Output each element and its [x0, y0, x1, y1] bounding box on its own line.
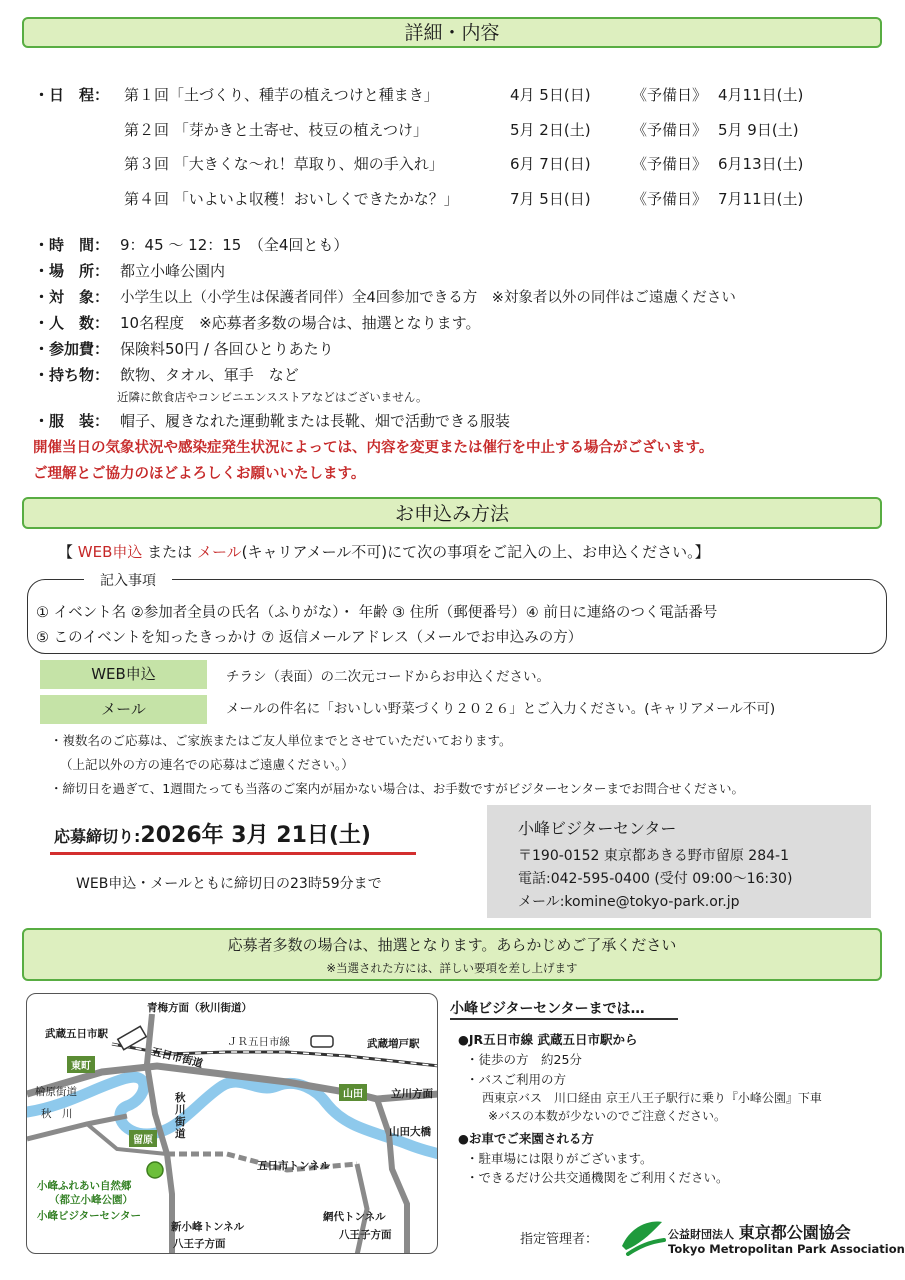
web-apply-text: チラシ（表面）の二次元コードからお申込ください。: [226, 669, 550, 685]
info-place-label: ・場 所：: [34, 262, 110, 280]
org-en: Tokyo Metropolitan Park Association: [668, 1242, 905, 1256]
access-bus-route: 西東京バス 川口経由 京王八王子駅行に乗り『小峰公園』下車: [482, 1091, 822, 1105]
train-mark: [311, 1036, 333, 1047]
info-place-value: 都立小峰公園内: [120, 262, 226, 280]
info-belongings-label: ・持ち物：: [34, 366, 110, 384]
apply-intro: [58, 541, 710, 562]
access-bus-note: ※バスの本数が少ないのでご注意ください。: [488, 1109, 727, 1123]
web-apply-label: WEB申込: [40, 660, 207, 689]
map-label-akikawa-kaido: 秋 川 街 道: [175, 1092, 186, 1140]
session-1-reserve-label: 《予備日》: [632, 86, 708, 104]
map-label-akikawa: 秋 川: [41, 1108, 73, 1120]
warning-line-1: 開催当日の気象状況や感染症発生状況によっては、内容を変更または催行を中止する場合がございます。: [33, 440, 714, 456]
info-target-value: 小学生以上（小学生は保護者同伴）全4回参加できる方 ※対象者以外の同伴はご遠慮ください: [120, 290, 736, 306]
apply-intro-web: WEB申込: [77, 543, 143, 561]
lottery-band: [22, 928, 882, 981]
map-label-yamada-bridge: 山田大橋: [389, 1126, 431, 1138]
access-car-1: ・駐車場には限りがございます。: [466, 1151, 653, 1166]
apply-intro-mid: または: [142, 543, 197, 561]
access-bus-label: ・バスご利用の方: [466, 1072, 567, 1087]
lottery-line-2: ※当選された方には、詳しい要項を差し上げます: [326, 961, 578, 975]
apply-header-title: お申込み方法: [394, 503, 509, 525]
deadline-underline: [50, 852, 416, 855]
map-tag-tomehara: 留原: [129, 1130, 157, 1147]
session-1-reserve: 4月11日(土): [718, 86, 804, 104]
info-time: [34, 234, 348, 255]
map-label-itsukaichi-kaido: 五日市街道: [150, 1045, 205, 1071]
contact-address: 〒190-0152 東京都あきる野市留原 284-1: [518, 848, 789, 864]
info-fee: [34, 338, 334, 359]
apply-note-1: ・複数名のご応募は、ご家族またはご友人単位までとさせていただいております。: [50, 733, 512, 748]
contact-email-link[interactable]: メール:komine@tokyo-park.or.jp: [518, 894, 740, 910]
info-fee-label: ・参加費：: [34, 340, 110, 358]
info-time-value: 9：45 ～ 12：15 （全4回とも）: [120, 236, 349, 254]
session-4-reserve: 7月11日(土): [718, 190, 804, 208]
session-4-title: 第４回 「いよいよ収穫！おいしくできたかな？」: [124, 190, 459, 208]
org-name: 東京都公園協会: [738, 1223, 851, 1242]
apply-note-3: ・締切日を過ぎて、1週間たっても当落のご案内が届かない場合は、お手数ですがビジターセンターまでお問合せください。: [50, 781, 744, 796]
access-train-title: ●JR五日市線 武蔵五日市駅から: [458, 1032, 638, 1047]
belongings-note: 近隣に飲食店やコンビニエンスストアなどはございません。: [117, 390, 428, 404]
deadline: [54, 818, 371, 849]
map-label-komine-tunnel: 新小峰トンネル: [171, 1221, 245, 1233]
map-label-nature-2: （都立小峰公園）: [49, 1194, 133, 1206]
map-label-hinohara: 檜原街道: [35, 1086, 77, 1098]
map-label-masuko-station: 武蔵増戸駅: [367, 1038, 420, 1050]
deadline-date: 2026年 3月 21日(土): [140, 823, 371, 848]
info-belongings: [34, 364, 299, 385]
info-time-label: ・時 間：: [34, 236, 110, 254]
mail-apply-text: メールの件名に「おいしい野菜づくり２０２６」とご入力ください。(キャリアメール不可): [226, 701, 776, 717]
deadline-note: WEB申込・メールともに締切日の23時59分まで: [76, 876, 382, 892]
session-2-title: 第２回 「芽かきと土寄せ、枝豆の植えつけ」: [124, 121, 429, 139]
park-location-dot: [147, 1162, 163, 1178]
session-1-title: 第１回「土づくり、種芋の植えつけと種まき」: [124, 86, 439, 104]
org-small: 公益財団法人: [668, 1228, 734, 1241]
session-1-date: 4月 5日(日): [510, 86, 591, 104]
info-target: [34, 286, 736, 307]
map-label-itsukaichi-tunnel: 五日市トンネル: [257, 1160, 331, 1172]
entry-title: 記入事項: [84, 570, 172, 590]
map-label-tachikawa: 立川方面: [391, 1088, 433, 1100]
warning-line-2: ご理解とご協力のほどよろしくお願いいたします。: [33, 466, 366, 482]
access-car-2: ・できるだけ公共交通機関をご利用ください。: [466, 1170, 729, 1185]
info-clothing-value: 帽子、履きなれた運動靴または長靴、畑で活動できる服装: [120, 412, 511, 430]
map-label-jr-line: ＪＲ五日市線: [227, 1036, 290, 1048]
session-3-reserve-label: 《予備日》: [632, 155, 708, 173]
deadline-label: 応募締切り:: [54, 827, 141, 846]
info-capacity-value: 10名程度 ※応募者多数の場合は、抽選となります。: [120, 314, 481, 332]
map-label-amishiro-tunnel: 網代トンネル: [323, 1211, 386, 1223]
info-belongings-value: 飲物、タオル、軍手 など: [120, 366, 299, 384]
access-car-title: ●お車でご来園される方: [458, 1131, 594, 1146]
session-3-reserve: 6月13日(土): [718, 155, 804, 173]
mail-apply-label: メール: [40, 695, 207, 724]
apply-intro-rest: (キャリアメール不可)にて次の事項をご記入の上、お申込ください。】: [241, 543, 710, 561]
details-header: [22, 17, 882, 48]
contact-name: 小峰ビジターセンター: [518, 819, 677, 838]
leaf-logo-icon: [618, 1216, 666, 1256]
session-4-reserve-label: 《予備日》: [632, 190, 708, 208]
session-2-date: 5月 2日(土): [510, 121, 591, 139]
entry-line-2: ⑤ このイベントを知ったきっかけ ⑦ 返信メールアドレス（メールでお申込みの方）: [36, 630, 583, 646]
access-map: [26, 993, 438, 1254]
map-tag-higashimachi: 東町: [67, 1056, 95, 1073]
contact-phone: 電話:042-595-0400 (受付 09:00～16:30): [518, 871, 793, 887]
session-3-title: 第３回 「大きくな～れ！草取り、畑の手入れ」: [124, 155, 444, 173]
map-label-itsukaichi-station: 武蔵五日市駅: [45, 1028, 108, 1040]
info-target-label: ・対 象：: [34, 288, 110, 306]
session-2-reserve: 5月 9日(土): [718, 121, 799, 139]
map-tag-yamada: 山田: [339, 1084, 367, 1101]
map-label-hachioji-1: 八王子方面: [173, 1238, 226, 1250]
org-name-line: [668, 1220, 851, 1243]
akikawa-river: [27, 1077, 438, 1154]
access-walk: ・徒歩の方 約25分: [466, 1052, 582, 1067]
info-fee-value: 保険料50円 / 各回ひとりあたり: [120, 340, 334, 358]
access-title: 小峰ビジターセンターまでは…: [450, 1001, 645, 1017]
info-clothing-label: ・服 装：: [34, 412, 110, 430]
map-label-nature-3: 小峰ビジターセンター: [37, 1210, 141, 1222]
info-capacity-label: ・人 数：: [34, 314, 110, 332]
map-label-nature-1: 小峰ふれあい自然郷: [37, 1180, 132, 1192]
manager-label: 指定管理者：: [520, 1232, 599, 1247]
lottery-line-1: 応募者多数の場合は、抽選となります。あらかじめご了承ください: [227, 936, 677, 954]
map-label-hachioji-2: 八王子方面: [339, 1229, 392, 1241]
details-header-title: 詳細・内容: [404, 22, 500, 44]
session-3-date: 6月 7日(日): [510, 155, 591, 173]
park-association-logo: [618, 1216, 666, 1256]
entry-line-1: ① イベント名 ②参加者全員の氏名（ふりがな）・ 年齢 ③ 住所（郵便番号）④ 前日に連絡のつく電話番号: [36, 605, 718, 621]
contact-email: [518, 891, 740, 911]
apply-intro-open: 【: [58, 543, 78, 561]
info-place: [34, 260, 225, 281]
map-label-ome: 青梅方面（秋川街道）: [147, 1002, 252, 1014]
apply-note-2: （上記以外の方の連名での応募はご遠慮ください。）: [60, 757, 354, 772]
session-2-reserve-label: 《予備日》: [632, 121, 708, 139]
schedule-label: ・日 程：: [34, 86, 110, 104]
access-title-underline: [450, 1018, 678, 1020]
apply-intro-mail: メール: [196, 543, 242, 561]
apply-header: [22, 497, 882, 529]
info-clothing: [34, 410, 510, 431]
info-capacity: [34, 312, 480, 333]
session-4-date: 7月 5日(日): [510, 190, 591, 208]
